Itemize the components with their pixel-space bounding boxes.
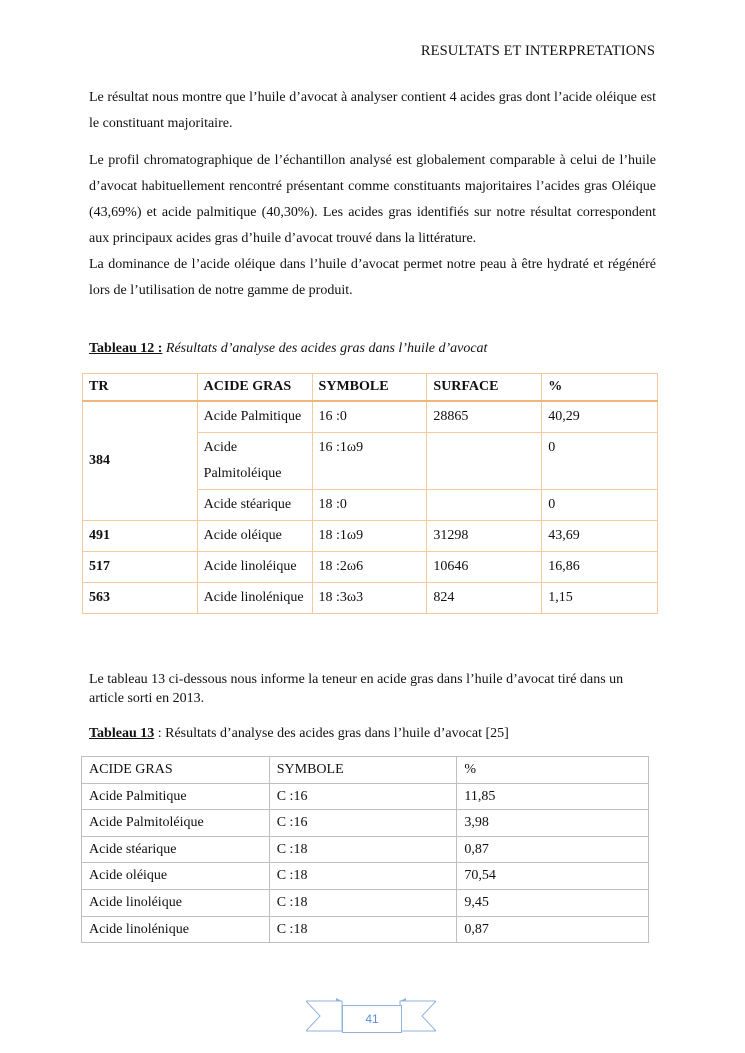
- table12-caption-text: Résultats d’analyse des acides gras dans l’huile d’avocat: [162, 341, 488, 356]
- table-cell-pct: 3,98: [457, 810, 649, 837]
- table-cell-pct: 16,86: [542, 552, 658, 583]
- paragraph-intro: Le résultat nous montre que l’huile d’avocat à analyser contient 4 acides gras dont l’acide oléique est le constituant majoritaire.: [89, 90, 656, 131]
- table-row: [82, 889, 649, 916]
- table-cell-surface: [427, 490, 542, 521]
- table-cell-symbol: 18 :2ω6: [312, 552, 427, 583]
- table-cell-symbol: C :16: [269, 783, 457, 810]
- table12-caption-label: Tableau 12 :: [89, 341, 163, 356]
- table-cell-acid: Acide Palmitique: [82, 783, 270, 810]
- table12-header-pct: %: [542, 374, 658, 402]
- table13-header-row: [82, 757, 649, 784]
- table13-caption-label: Tableau 13: [89, 726, 155, 741]
- table13-caption-text: : Résultats d’analyse des acides gras dans l’huile d’avocat [25]: [154, 726, 509, 741]
- table-cell-acid: Acide Palmitoléique: [82, 810, 270, 837]
- table-cell-symbol: 16 :0: [312, 401, 427, 433]
- table-cell-acid: Acide oléique: [82, 863, 270, 890]
- table-cell-acid: Acide oléique: [197, 521, 312, 552]
- table-cell-surface: 31298: [427, 521, 542, 552]
- table-cell-tr: 517: [83, 552, 198, 583]
- table-cell-surface: [427, 433, 542, 490]
- table-cell-symbol: 18 :3ω3: [312, 583, 427, 614]
- table-row: [83, 521, 658, 552]
- table-row: [83, 552, 658, 583]
- page-header: RESULTATS ET INTERPRETATIONS: [420, 43, 655, 59]
- table-cell-tr: 491: [83, 521, 198, 552]
- table-12: [82, 373, 658, 614]
- table13-header-pct: %: [457, 757, 649, 784]
- table-row: [82, 783, 649, 810]
- table-cell-pct: 70,54: [457, 863, 649, 890]
- page-number: 41: [342, 1005, 402, 1033]
- table-cell-surface: 28865: [427, 401, 542, 433]
- table12-caption: [89, 341, 487, 357]
- paragraph-table13-intro: Le tableau 13 ci-dessous nous informe la teneur en acide gras dans l’huile d’avocat tiré dans un article sorti en 2013.: [89, 672, 624, 706]
- table-cell-pct: 1,15: [542, 583, 658, 614]
- page-footer: [306, 998, 436, 1036]
- table12-header-acid: ACIDE GRAS: [197, 374, 312, 402]
- table-cell-surface: 824: [427, 583, 542, 614]
- table-cell-tr: 563: [83, 583, 198, 614]
- table-cell-pct: 9,45: [457, 889, 649, 916]
- table-cell-symbol: C :18: [269, 863, 457, 890]
- table-row: [83, 401, 658, 433]
- table-cell-acid: Acide linolénique: [82, 916, 270, 943]
- table-cell-symbol: 18 :1ω9: [312, 521, 427, 552]
- table-13: [81, 756, 649, 943]
- table-cell-acid: Acide linoléique: [82, 889, 270, 916]
- table-cell-acid: Acide Palmitoléique: [197, 433, 312, 490]
- table-cell-symbol: C :18: [269, 889, 457, 916]
- table-cell-pct: 11,85: [457, 783, 649, 810]
- table-row: [82, 810, 649, 837]
- table-cell-pct: 0,87: [457, 916, 649, 943]
- table-cell-acid: Acide linolénique: [197, 583, 312, 614]
- table-cell-symbol: 18 :0: [312, 490, 427, 521]
- table12-header-tr: TR: [83, 374, 198, 402]
- paragraph-profile-text: Le profil chromatographique de l’échantillon analysé est globalement comparable à celui de l’huile d’avocat habituellement rencontré présentant comme constituants majoritaires l’acides gras Oléique (43,69%) et acide palmitique (40,30%). Les acides gras identifiés sur notre résultat correspondent aux principaux acides gras d’huile d’avocat trouvé dans la littérature.: [89, 153, 656, 246]
- paragraph-profile: [89, 148, 656, 252]
- table13-header-symbol: SYMBOLE: [269, 757, 457, 784]
- table-row: [83, 583, 658, 614]
- table-row: [82, 863, 649, 890]
- table-cell-acid: Acide Palmitique: [197, 401, 312, 433]
- table-cell-pct: 0,87: [457, 836, 649, 863]
- table13-header-acid: ACIDE GRAS: [82, 757, 270, 784]
- table-cell-symbol: C :16: [269, 810, 457, 837]
- table-cell-pct: 0: [542, 490, 658, 521]
- table-cell-acid: Acide stéarique: [197, 490, 312, 521]
- table12-header-row: [83, 374, 658, 402]
- table-cell-symbol: C :18: [269, 916, 457, 943]
- table12-header-symbol: SYMBOLE: [312, 374, 427, 402]
- table-cell-acid: Acide stéarique: [82, 836, 270, 863]
- table-row: [82, 916, 649, 943]
- table-cell-acid: Acide linoléique: [197, 552, 312, 583]
- table12-header-surface: SURFACE: [427, 374, 542, 402]
- table-cell-surface: 10646: [427, 552, 542, 583]
- table-cell-tr: 384: [83, 401, 198, 521]
- table-cell-symbol: C :18: [269, 836, 457, 863]
- paragraph-dominance: La dominance de l’acide oléique dans l’huile d’avocat permet notre peau à être hydraté et régénéré lors de l’utilisation de notre gamme de produit.: [89, 257, 656, 298]
- table-cell-pct: 40,29: [542, 401, 658, 433]
- table-cell-pct: 43,69: [542, 521, 658, 552]
- table13-caption: [89, 726, 509, 742]
- table-cell-symbol: 16 :1ω9: [312, 433, 427, 490]
- table-row: [82, 836, 649, 863]
- table-cell-pct: 0: [542, 433, 658, 490]
